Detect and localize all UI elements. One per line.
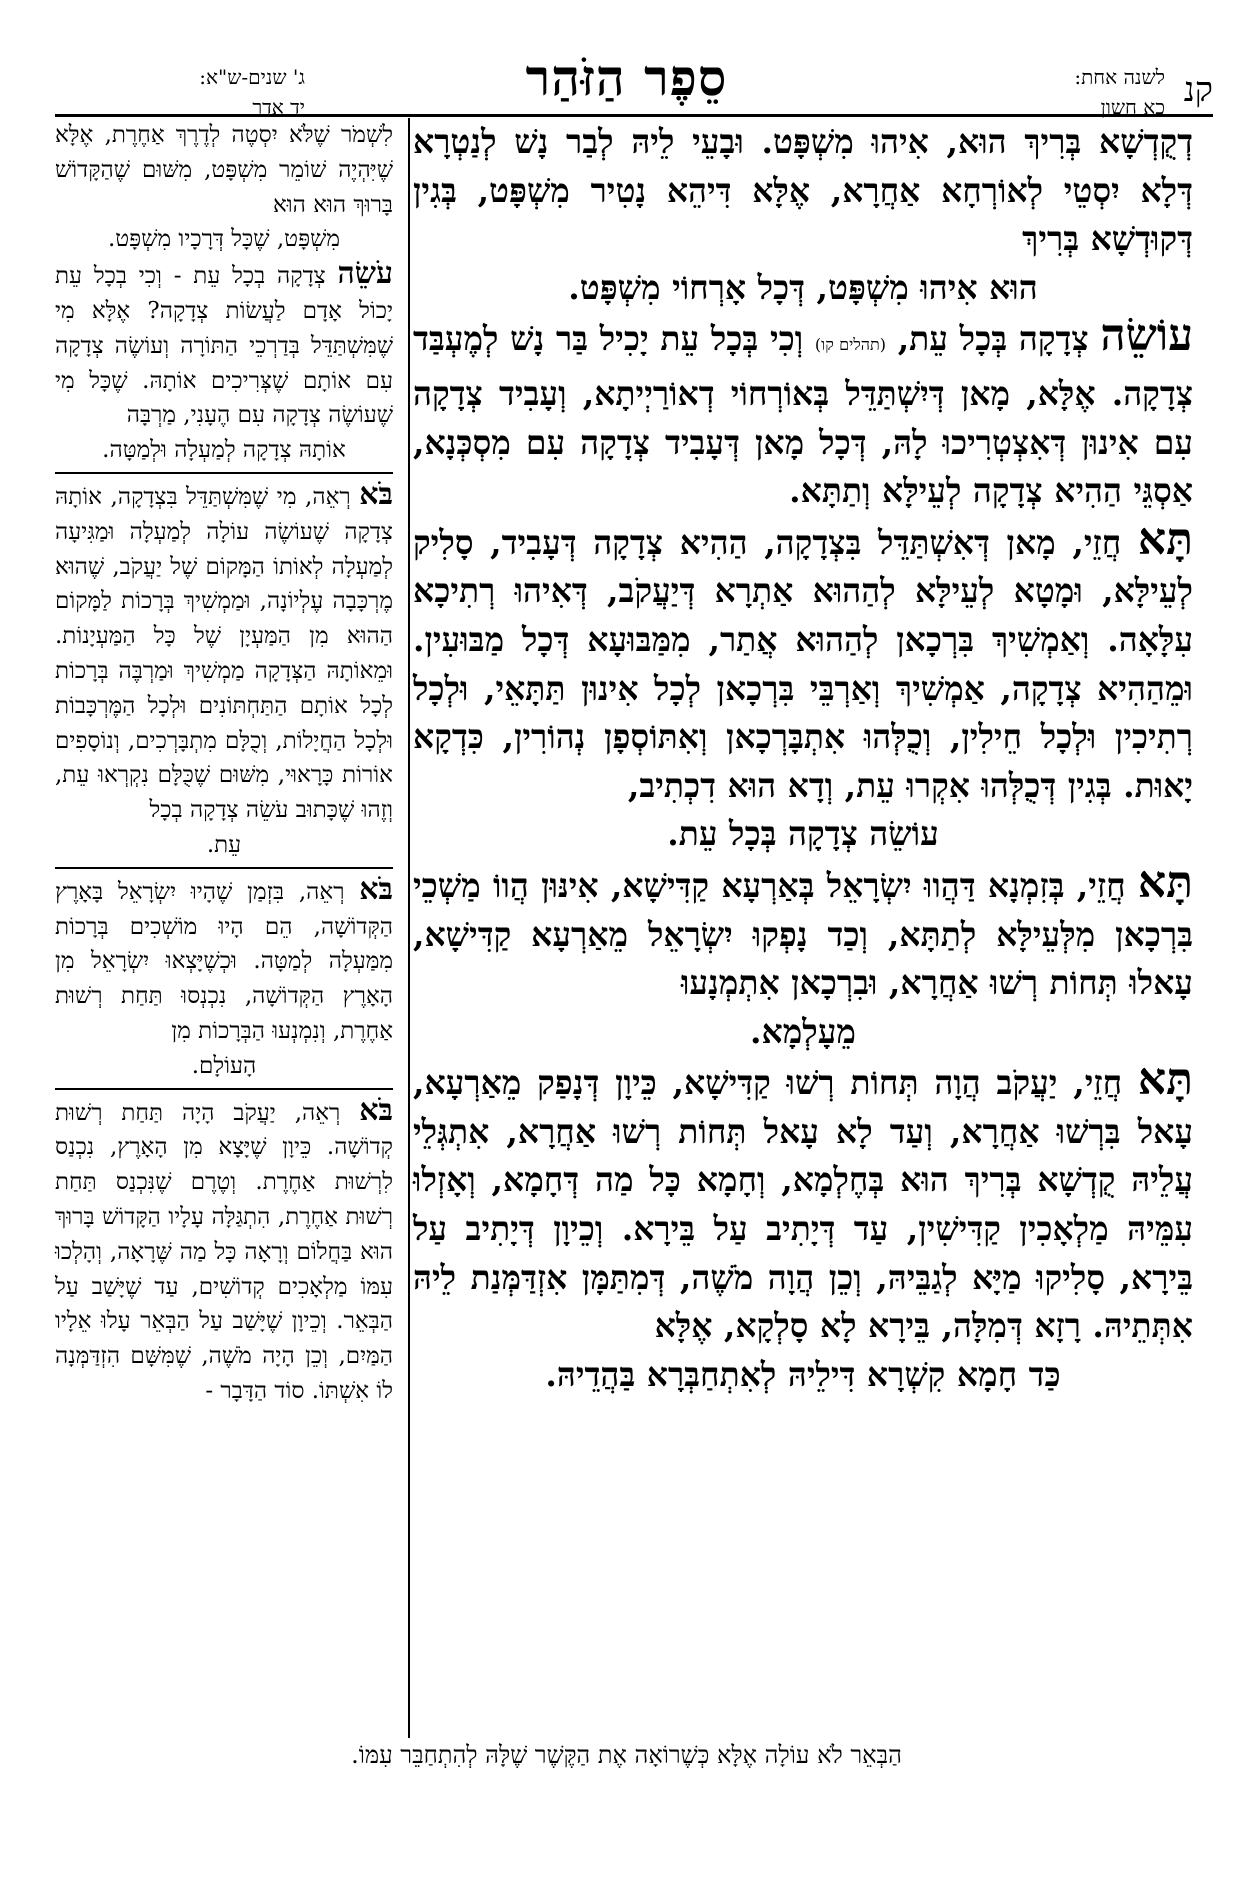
side-s4-text: רְאֵה, בִּזְמַן שֶׁהָיוּ יִשְׂרָאֵל בָּאָרֶץ הַקְּדוֹשָׁה, הֵם הָיוּ מוֹשְׁכִים בְּרָכוֹת מִמַּעְלָה לְמַטָּה. וּכְשֶׁיָּצְאוּ יִשְׂרָאֵל מִן הָאָרֶץ הַקְּדוֹשָׁה, נִכְנְסוּ תַּחַת רְשׁוּת אַחֶרֶת, וְנִמְנְעוּ הַבְּרָכוֹת מִן <box>55 878 393 1044</box>
side-paragraph-2-end <box>55 433 393 468</box>
page-number: קנ <box>1183 70 1213 110</box>
main-p4-lead-word: תָּא <box>1137 856 1193 908</box>
header-right-line2: כא חשון <box>1100 95 1165 119</box>
header-left-dates <box>55 62 305 122</box>
main-p5-lead-word: תָּא <box>1137 1054 1193 1106</box>
header-left-line2: יד אדר <box>252 95 305 119</box>
main-p3-text: חֲזֵי, מָאן דְּאִשְׁתַּדֵּל בִּצְדָקָה, הַהִיא צְדָקָה דְּעָבִיד, סָלִיק לְעֵילָּא, וּמָטָא לְעֵילָּא לְהַהוּא אַתְרָא דְּיַעֲקֹב, דְּאִיהוּ רְתִיכָא עִלָּאָה. וְאַמְשִׁיךְ בִּרְכָאן לְהַהוּא אֲתַר, מִמַּבּוּעָא דְּכָל מַבּוּעִין. וּמֵהַהִיא צְדָקָה, אַמְשִׁיךְ וְאַרְבֵּי בִּרְכָאן לְכָל אִינוּן תַּתָּאֵי, וּלְכָל רְתִיכִין וּלְכָל חֵילִין, וְכֻלְּהוּ אִתְבָּרְכָאן וְאִתּוֹסְפָן נְהוֹרִין, כִּדְקָא יָאוּת. בְּגִין דְּכֻלְּהוּ אִקְרוּ עֵת, וְדָא הוּא דִכְתִיב, <box>413 522 1193 805</box>
main-paragraph-3 <box>413 513 1193 811</box>
main-paragraph-4-end <box>413 1008 1193 1057</box>
header-left-line1: ג' שנים-ש"א: <box>199 65 305 89</box>
main-p5-end-text: כַּד חָמָא קִשְׁרָא דִּילֵיהּ לְאִתְחַבְּרָא בַּהֲדֵיהּ. <box>545 1354 1061 1394</box>
main-p3-lead-word: תָּא <box>1137 513 1193 565</box>
citation: (תהלים קו) <box>814 335 886 355</box>
header-rule <box>55 114 1213 117</box>
footer-continuation: הַבְּאֵר לֹא עוֹלָה אֶלָּא כְּשֶׁרוֹאָה אֶת הַקֶּשֶׁר שֶׁלָּהּ לְהִתְחַבֵּר עִמּוֹ. <box>351 1741 902 1769</box>
side-paragraph-3-end <box>55 828 393 863</box>
side-s1-end-text: מִשְׁפָּט, שֶׁכָּל דְּרָכָיו מִשְׁפָּט. <box>107 226 341 253</box>
side-divider-2 <box>55 867 393 869</box>
main-paragraph-5-end <box>413 1351 1193 1400</box>
side-s3-lead-word: בֹּא <box>359 476 394 512</box>
side-paragraph-2 <box>55 257 393 433</box>
side-s2-end-text: אוֹתָהּ צְדָקָה לְמַעְלָה וּלְמַטָּה. <box>102 437 346 464</box>
book-title: סֵפֶר הַזֹּהַר <box>525 48 728 107</box>
main-p1-end-text: הוּא אִיהוּ מִשְׁפָּט, דְּכָל אָרְחוֹי מִשְׁפָּט. <box>568 267 1038 307</box>
side-paragraph-4-end <box>55 1049 393 1084</box>
side-divider-3 <box>55 1088 393 1090</box>
side-s4-end-text: הָעוֹלָם. <box>191 1052 257 1079</box>
side-s5-text: רְאֵה, יַעֲקֹב הָיָה תַּחַת רְשׁוּת קְדוֹשָׁה. כֵּיוָן שֶׁיָּצָא מִן הָאָרֶץ, נִכְנַס לִרְשׁוּת אַחֶרֶת. וְטֶרֶם שֶׁנִּכְנַס תַּחַת רְשׁוּת אַחֶרֶת, הִתְגַּלָּה עָלָיו הַקָּדוֹשׁ בָּרוּךְ הוּא בַּחֲלוֹם וְרָאָה כָּל מַה שֶּׁרָאָה, וְהָלְכוּ עִמּוֹ מַלְאָכִים קְדוֹשִׁים, עַד שֶׁיָּשַׁב עַל הַבְּאֵר. וְכֵיוָן שֶׁיָּשַׁב עַל הַבְּאֵר עָלוּ אֵלָיו הַמַּיִם, וְכֵן הָיָה מֹשֶׁה, שֶׁמִּשָּׁם הִזְדַּמְּנָה לוֹ אִשְׁתּוֹ. סוֹד הַדָּבָר - <box>55 1099 393 1404</box>
aramaic-column <box>413 118 1193 1399</box>
main-p4-end-text: מֵעָלְמָא. <box>750 1011 856 1051</box>
main-paragraph-3-end <box>413 810 1193 859</box>
side-paragraph-5 <box>55 1094 393 1409</box>
hebrew-translation-column <box>55 118 393 1409</box>
side-paragraph-1 <box>55 118 393 222</box>
side-paragraph-3 <box>55 478 393 828</box>
main-p2-text-a: צְדָקָה בְּכָל עֵת, <box>897 319 1089 359</box>
side-s1-text: לִשְׁמֹר שֶׁלֹּא יִסְטֶה לְדֶרֶךְ אַחֶרֶת, אֶלָּא שֶׁיִּהְיֶה שׁוֹמֵר מִשְׁפָּט, מִשּׁוּם שֶׁהַקָּדוֹשׁ בָּרוּךְ הוּא הוּא <box>55 122 393 218</box>
side-divider-1 <box>55 472 393 474</box>
main-paragraph-2 <box>413 312 1193 515</box>
main-p3-end-text: עוֹשֵׂה צְדָקָה בְּכָל עֵת. <box>667 814 939 854</box>
main-paragraph-4 <box>413 856 1193 1008</box>
main-p2-text-b: וְכִי בְּכָל עֵת יָכִיל בַּר נָשׁ לְמֶעְבַּד צְדָקָה. אֶלָּא, מָאן דְּיִשְׁתַּדֵּל בְּאוֹרְחוֹי דְאוֹרַיְיתָא, וְעָבִיד צְדָקָה עִם אִינוּן דְּאִצְטְרִיכוּ לָהּ, דְּכָל מָאן דְּעָבִיד צְדָקָה עִם מִסְכְּנָא, אַסְגֵּי הַהִיא צְדָקָה לְעֵילָּא וְתַתָּא. <box>413 319 1193 511</box>
side-s5-lead-word: בֹּא <box>359 1092 393 1128</box>
side-s2-lead-word: עֹשֵׂה <box>337 256 393 292</box>
main-paragraph-1 <box>413 118 1193 264</box>
main-p4-text: חֲזֵי, בְּזִמְנָא דַּהֲווּ יִשְׂרָאֵל בְּאַרְעָא קַדִּישָׁא, אִינּוּן הֲווֹ מַשְׁכֵי בִּרְכָאן מִלְּעֵילָּא לְתַתָּא, וְכַד נָפְקוּ יִשְׂרָאֵל מֵאַרְעָא קַדִּישָׁא, עָאלוּ תְּחוֹת רְשׁוּ אַחֲרָא, וּבִרְכָאן אִתְמְנָעוּ <box>413 865 1193 1003</box>
side-s2-text: צְדָקָה בְכָל עֵת - וְכִי בְכָל עֵת יָכוֹל אָדָם לַעֲשׂוֹת צְדָקָה? אֶלָּא מִי שֶׁמִּשְׁתַּדֵּל בְּדַרְכֵי הַתּוֹרָה וְעוֹשֶׂה צְדָקָה עִם אוֹתָם שֶׁצְּרִיכִים אוֹתָהּ. שֶׁכָּל מִי שֶׁעוֹשֶׂה צְדָקָה עִם הֶעָנִי, מַרְבָּה <box>55 263 393 429</box>
side-paragraph-1-end <box>55 222 393 257</box>
column-divider <box>408 118 410 1738</box>
header-right-line1: לשנה אחת: <box>1074 65 1165 89</box>
main-paragraph-5 <box>413 1056 1193 1351</box>
side-paragraph-4 <box>55 873 393 1049</box>
side-s4-lead-word: בֹּא <box>359 871 394 907</box>
main-p1-text: דְקֻדְשָׁא בְּרִיךְ הוּא, אִיהוּ מִשְׁפָּט. וּבָעֵי לֵיהּ לְבַר נָשׁ לְנַטְרָא דְּלָא יִסְטֵי לְאוֹרְחָא אַחֲרָא, אֶלָּא דִּיהֵא נָטִיר מִשְׁפָּט, בְּגִין דְּקוּדְשָׁא בְּרִיךְ <box>413 122 1193 259</box>
main-p5-text: חֲזֵי, יַעֲקֹב הֲוָה תְּחוֹת רְשׁוּ קַדִּישָׁא, כֵּיוָן דְּנָפַק מֵאַרְעָא, עָאל בִּרְשׁוּ אַחֲרָא, וְעַד לָא עָאל תְּחוֹת רְשׁוּ אַחֲרָא, אִתְגְּלֵי עֲלֵיהּ קֻדְשָׁא בְּרִיךְ הוּא בְּחֶלְמָא, וְחָמָא כָּל מַה דְּחָמָא, וְאָזְלוּ עִמֵּיהּ מַלְאָכִין קַדִּישִׁין, עַד דְּיָתִיב עַל בֵּירָא. וְכֵיוָן דְּיָתִיב עַל בֵּירָא, סָלִיקוּ מַיָּא לְגַבֵּיהּ, וְכֵן הֲוָה מֹשֶׁה, דְּמִתַּמָּן אִזְדַּמְּנַת לֵיהּ אִתְּתֵיהּ. רָזָא דְּמִלָּה, בֵּירָא לָא סָלְקָא, אֶלָּא <box>413 1063 1193 1346</box>
side-s3-end-text: עֵת. <box>206 831 242 858</box>
main-paragraph-1-end <box>413 264 1193 313</box>
side-s3-text: רְאֵה, מִי שֶׁמִּשְׁתַּדֵּל בִּצְדָקָה, אוֹתָהּ צְדָקָה שֶׁעוֹשֶׂה עוֹלָה לְמַעְלָה וּמַגִּיעָה לְמַעְלָה לְאוֹתוֹ הַמָּקוֹם שֶׁל יַעֲקֹב, שֶׁהוּא מֶרְכָּבָה עֶלְיוֹנָה, וּמַמְשִׁיךְ בְּרָכוֹת לַמָּקוֹם הַהוּא מִן הַמַּעְיָן שֶׁל כָּל הַמַּעְיָנוֹת. וּמֵאוֹתָהּ הַצְּדָקָה מַמְשִׁיךְ וּמַרְבֶּה בְּרָכוֹת לְכָל אוֹתָם הַתַּחְתּוֹנִים וּלְכָל הַמֶּרְכָּבוֹת וּלְכָל הַחֲיָלוֹת, וְכֻלָּם מִתְבָּרְכִים, וְנוֹסָפִים אוֹרוֹת כָּרָאוּי, מִשּׁוּם שֶׁכֻּלָּם נִקְרְאוּ עֵת, וְזֶהוּ שֶׁכָּתוּב עֹשֵׂה צְדָקָה בְכָל <box>55 483 393 824</box>
main-p2-lead-word: עוֹשֵׂה <box>1100 310 1193 362</box>
